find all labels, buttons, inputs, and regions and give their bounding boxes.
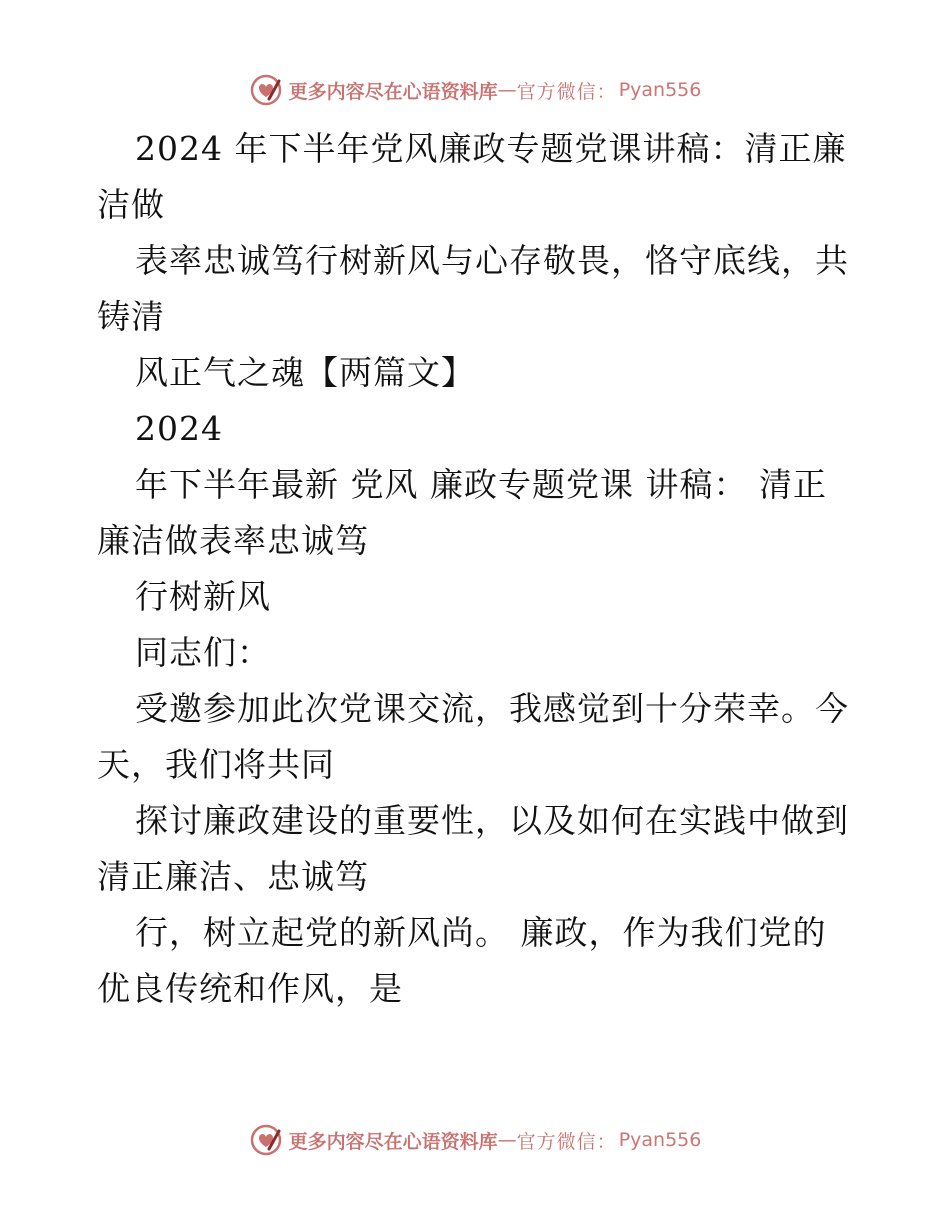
paragraph: 受邀参加此次党课交流，我感觉到十分荣幸。今天，我们将共同 <box>97 689 849 784</box>
heart-pen-logo-icon <box>249 73 283 107</box>
paragraph: 行树新风 <box>135 577 271 616</box>
watermark-wechat-label: 官方微信： <box>516 1130 617 1153</box>
paragraph: 2024 <box>135 409 223 448</box>
paragraph: 表率忠诚笃行树新风与心存敬畏，恪守底线，共铸清 <box>97 241 849 336</box>
document-body <box>97 121 857 1017</box>
paragraph: 同志们： <box>135 633 271 672</box>
heart-pen-logo-icon <box>249 1123 283 1157</box>
watermark-brand: 更多内容尽在心语资料库 <box>288 1130 498 1153</box>
watermark-account: Pyan556 <box>618 1129 702 1151</box>
watermark-dash: — <box>497 1129 517 1151</box>
watermark-brand: 更多内容尽在心语资料库 <box>288 80 498 103</box>
paragraph: 行，树立起党的新风尚。 廉政，作为我们党的优良传统和作风，是 <box>97 913 827 1008</box>
watermark-account: Pyan556 <box>618 79 702 101</box>
watermark-banner-top <box>0 70 950 110</box>
paragraph: 年下半年最新 党风 廉政专题党课 讲稿： 清正廉洁做表率忠诚笃 <box>97 465 827 560</box>
paragraph: 探讨廉政建设的重要性，以及如何在实践中做到清正廉洁、忠诚笃 <box>97 801 849 896</box>
paragraph: 2024 年下半年党风廉政专题党课讲稿：清正廉洁做 <box>97 129 847 224</box>
watermark-dash: — <box>497 79 517 101</box>
paragraph: 风正气之魂【两篇文】 <box>135 353 475 392</box>
watermark-wechat-label: 官方微信： <box>516 80 617 103</box>
watermark-banner-bottom <box>0 1120 950 1160</box>
